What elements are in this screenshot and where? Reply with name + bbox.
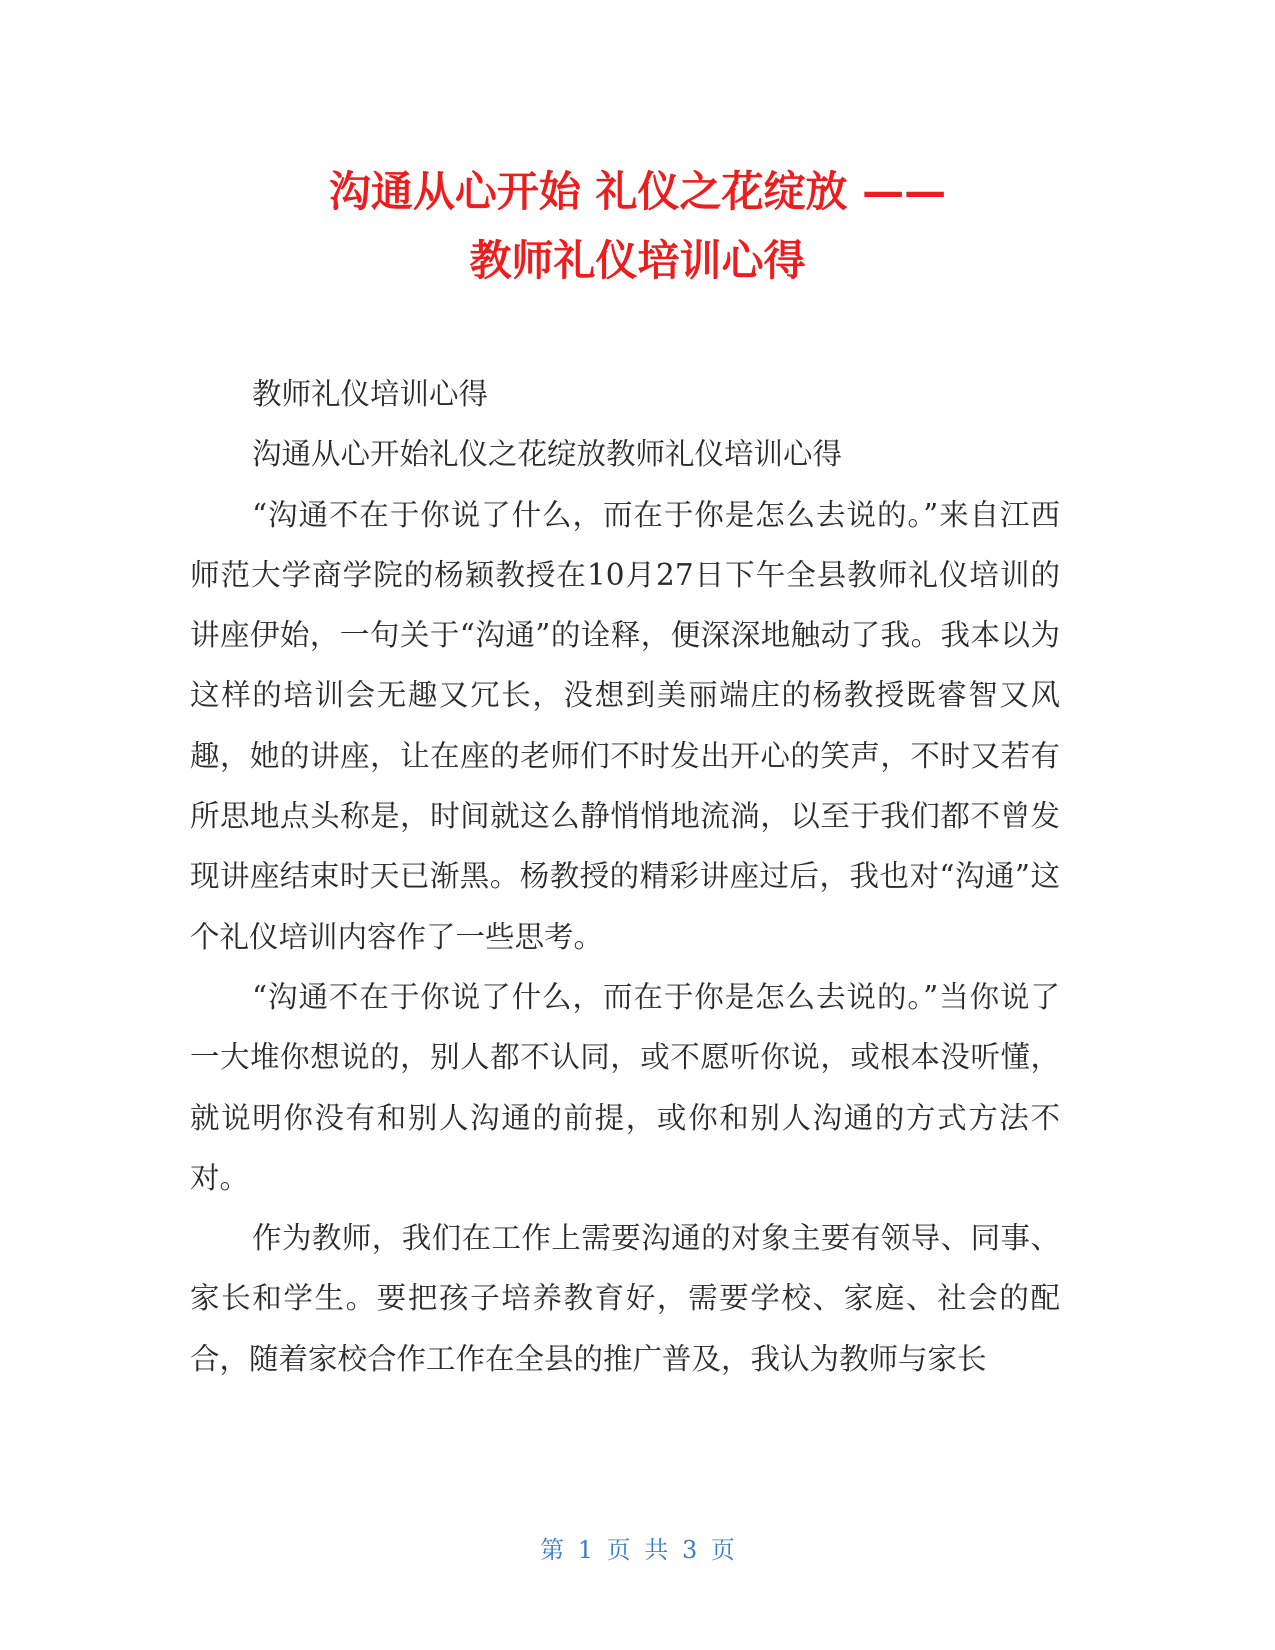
document-title-line1: 沟通从心开始 礼仪之花绽放 —— <box>328 167 947 216</box>
page-number-footer: 第 1 页 共 3 页 <box>540 1536 735 1564</box>
paragraph-3: “沟通不在于你说了什么，而在于你是怎么去说的。”来自江西师范大学商学院的杨颖教授在10月27日下午全县教师礼仪培训的讲座伊始，一句关于“沟通”的诠释，便深深地触动了我。我本以为这样的培训会无趣又冗长，没想到美丽端庄的杨教授既睿智又风趣，她的讲座，让在座的老师们不时发出开心的笑声，不时又若有所思地点头称是，时间就这么静悄悄地流淌，以至于我们都不曾发现讲座结束时天已渐黑。杨教授的精彩讲座过后，我也对“沟通”这个礼仪培训内容作了一些思考。 <box>190 497 1060 954</box>
paragraph-2: 沟通从心开始礼仪之花绽放教师礼仪培训心得 <box>252 437 843 472</box>
document-body <box>190 364 1060 1389</box>
paragraph-1: 教师礼仪培训心得 <box>252 377 489 411</box>
document-title-line2: 教师礼仪培训心得 <box>469 236 806 285</box>
paragraph-5: 作为教师，我们在工作上需要沟通的对象主要有领导、同事、家长和学生。要把孩子培养教育好，需要学校、家庭、社会的配合，随着家校合作工作在全县的推广普及，我认为教师与家长 <box>190 1221 1060 1376</box>
paragraph-4: “沟通不在于你说了什么，而在于你是怎么去说的。”当你说了一大堆你想说的，别人都不认同，或不愿听你说，或根本没听懂，就说明你没有和别人沟通的前提，或你和别人沟通的方式方法不对。 <box>190 979 1060 1195</box>
